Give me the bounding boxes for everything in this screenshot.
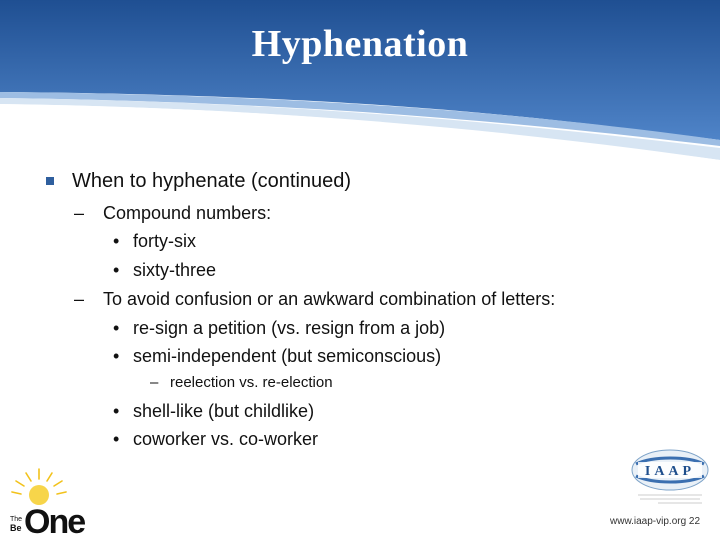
bullet-text: When to hyphenate (continued)	[72, 170, 352, 192]
globe-icon	[628, 448, 712, 520]
dash-marker: –	[74, 203, 85, 223]
sunburst-icon	[4, 465, 85, 540]
bullet-text: sixty-three	[133, 260, 217, 280]
slide-footer: www.iaap-vip.org 22	[610, 516, 701, 527]
bullet-text: To avoid confusion or an awkward combination of letters:	[103, 289, 556, 309]
svg-text:The: The	[10, 516, 23, 523]
svg-text:One: One	[24, 503, 85, 540]
bullet-text: reelection vs. re-election	[170, 374, 333, 391]
dash-marker: –	[150, 374, 159, 391]
dot-marker: •	[113, 401, 120, 421]
dot-marker: •	[113, 346, 120, 366]
bullet-text: Compound numbers:	[103, 203, 272, 223]
dot-marker: •	[113, 260, 120, 280]
bullet-text: coworker vs. co-worker	[133, 429, 319, 449]
bullet-text: semi-independent (but semiconscious)	[133, 346, 442, 366]
be-the-one-logo	[4, 465, 85, 540]
bullet-text: re-sign a petition (vs. resign from a job)	[133, 318, 446, 338]
dash-marker: –	[74, 289, 85, 309]
square-bullet-icon	[46, 177, 54, 185]
svg-text:Be: Be	[10, 523, 22, 533]
dot-marker: •	[113, 231, 120, 251]
slide-title: Hyphenation	[251, 23, 469, 65]
dot-marker: •	[113, 318, 120, 338]
bullet-text: forty-six	[133, 231, 196, 251]
svg-text:IAAP: IAAP	[644, 464, 696, 479]
bullet-text: shell-like (but childlike)	[133, 401, 315, 421]
dot-marker: •	[113, 429, 120, 449]
iaap-logo	[628, 448, 712, 520]
